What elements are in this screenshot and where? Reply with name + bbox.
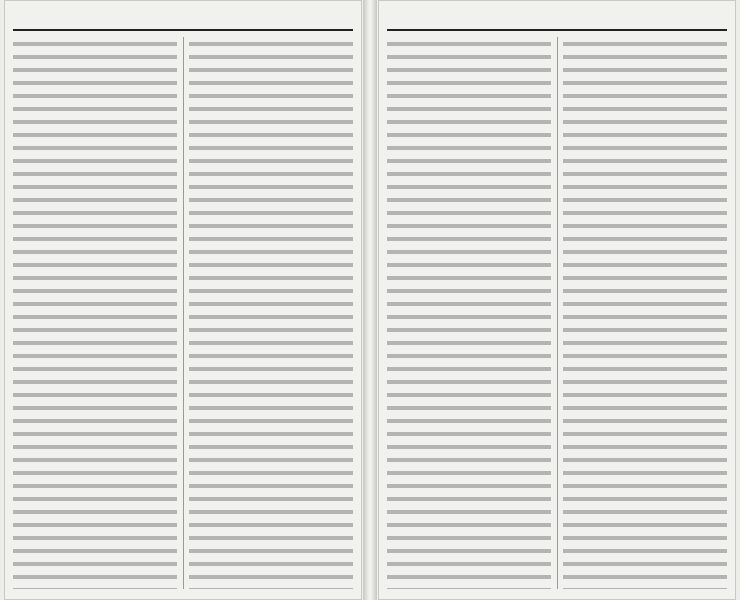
text-column-right	[189, 37, 353, 589]
page-left	[4, 0, 362, 600]
text-column-left	[13, 37, 177, 589]
page-header	[387, 9, 727, 31]
text-column-right	[563, 37, 727, 589]
book-gutter	[363, 0, 377, 600]
page-header	[13, 9, 353, 31]
text-column-left	[387, 37, 551, 589]
column-divider	[183, 37, 184, 589]
body-text-lines	[387, 37, 551, 589]
column-divider	[557, 37, 558, 589]
body-text-lines	[13, 37, 177, 589]
page-right	[378, 0, 736, 600]
body-text-lines	[189, 37, 353, 589]
body-text-lines	[563, 37, 727, 589]
